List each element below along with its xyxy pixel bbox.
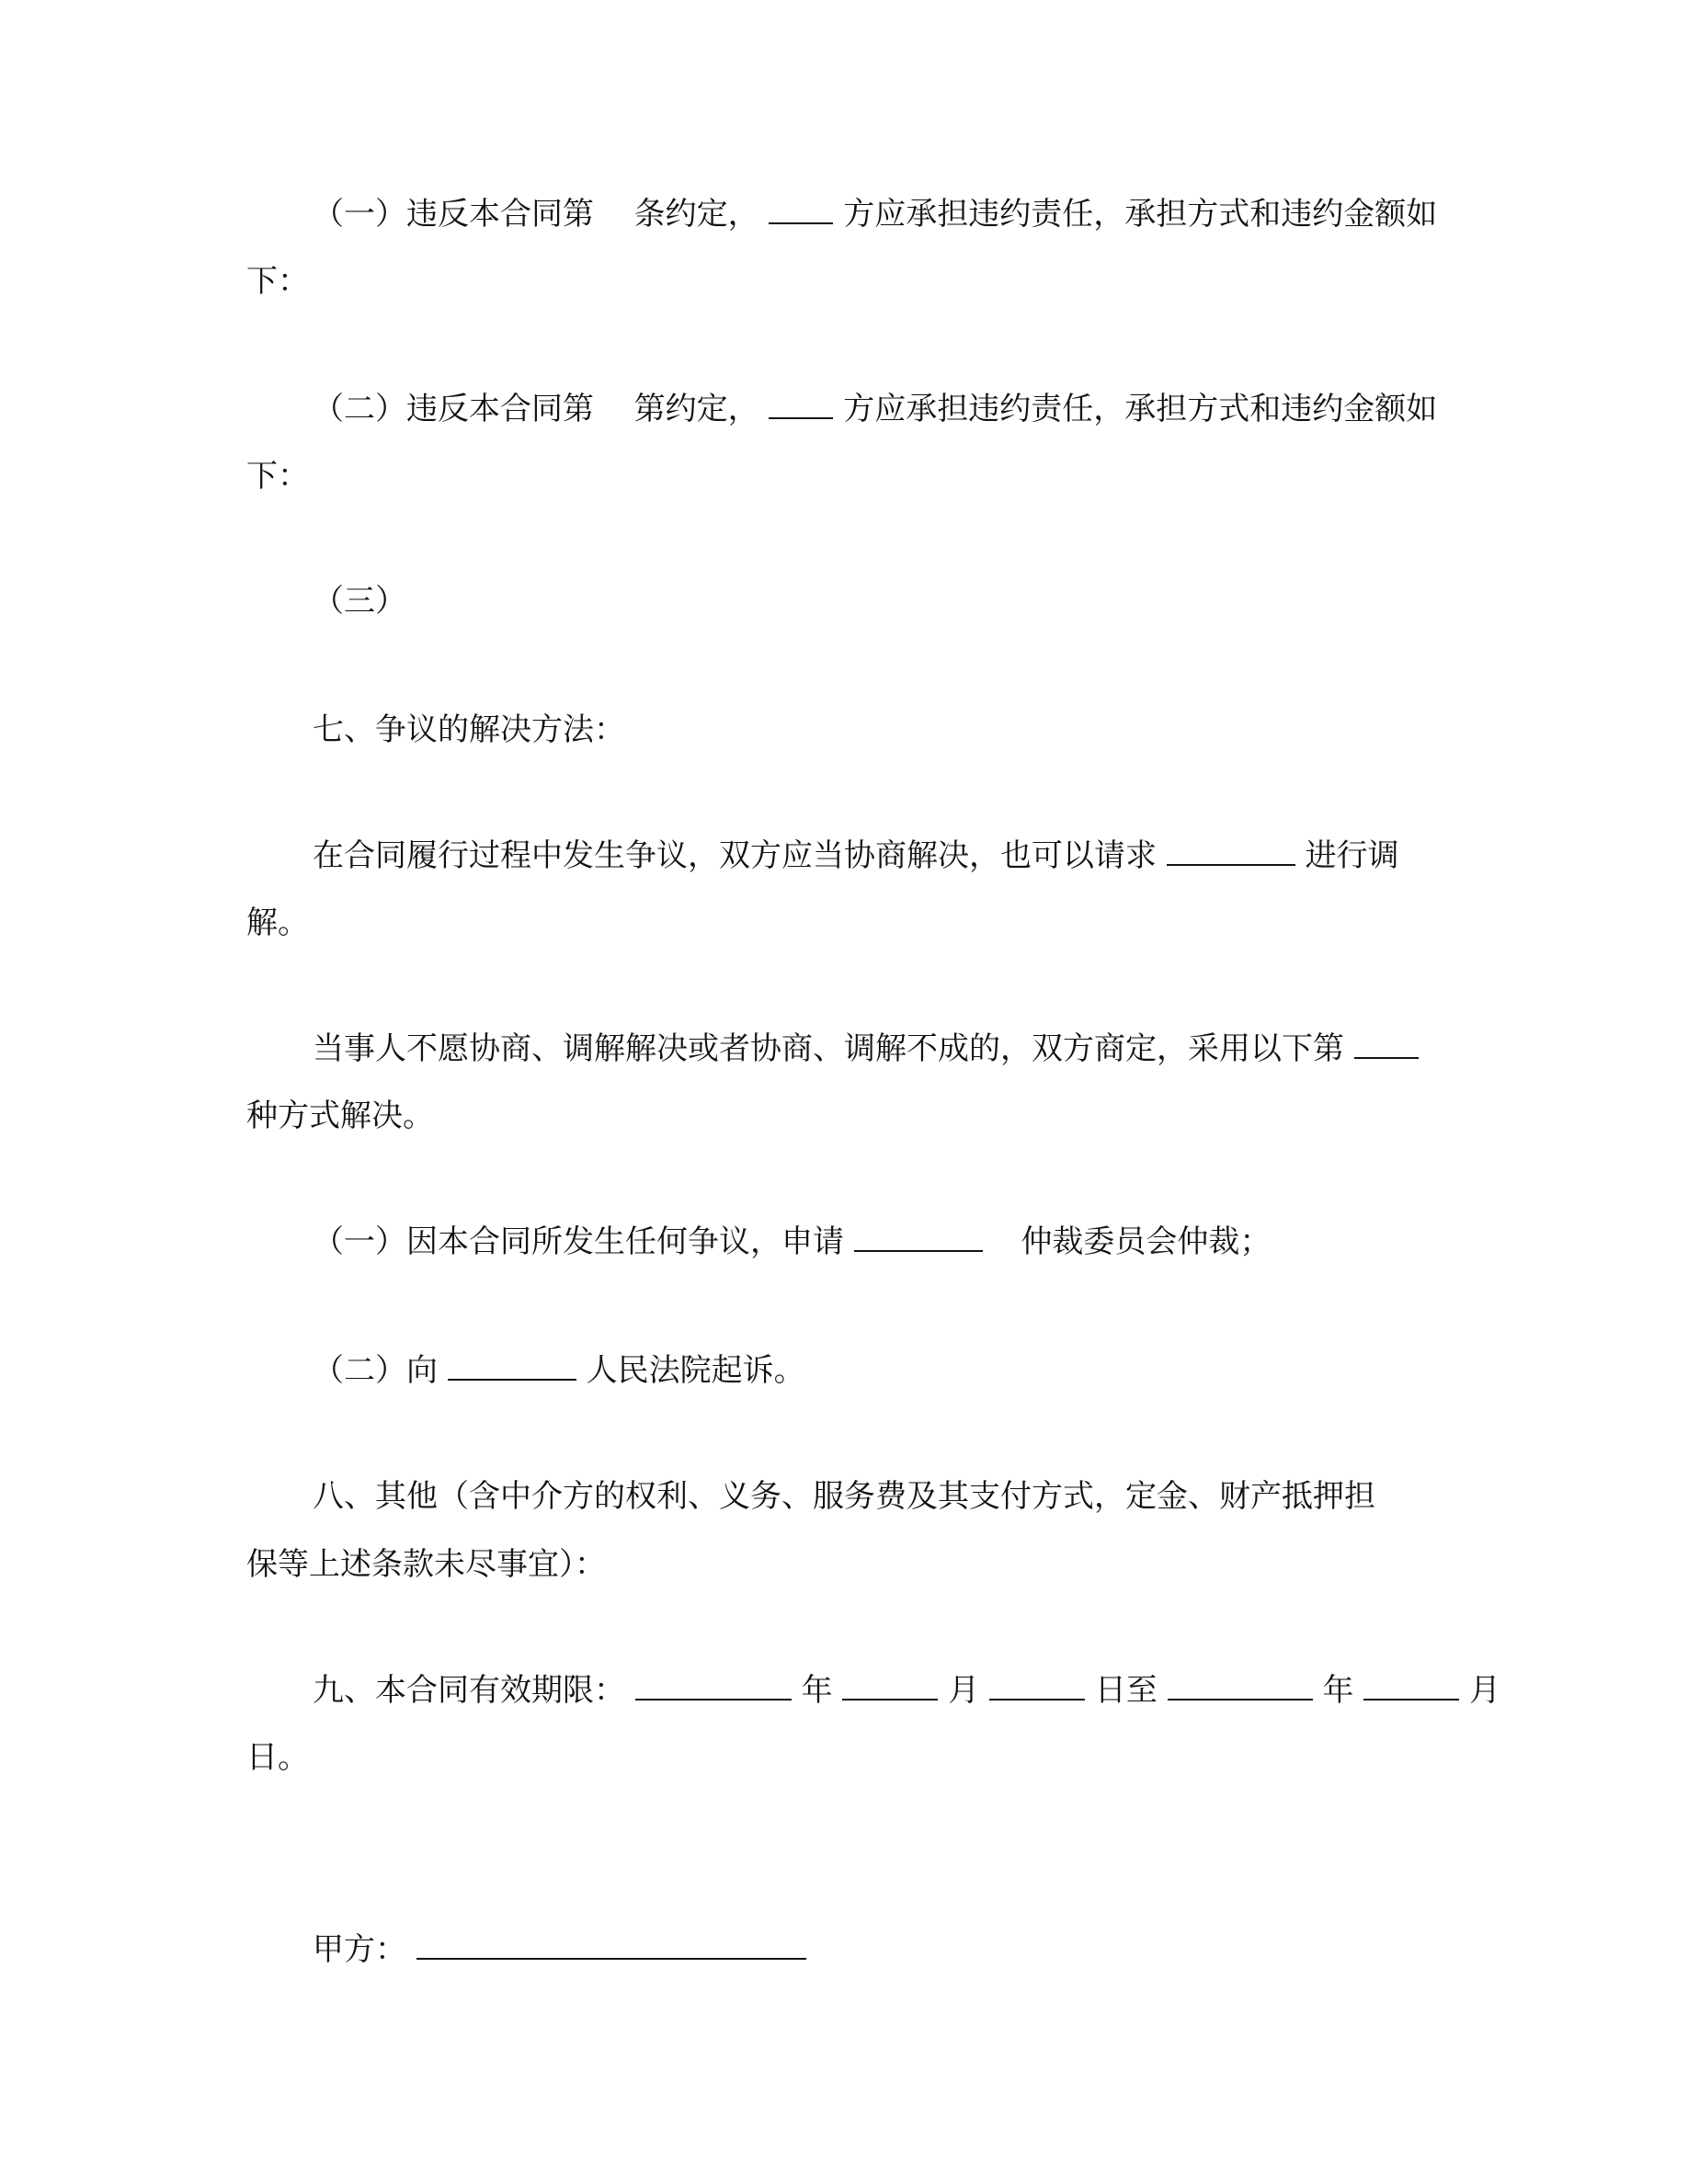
- clause-6-1-text-b: 条约定，: [633, 196, 759, 233]
- section-9-line: [313, 1671, 1500, 1709]
- section-8-continuation: 保等上述条款未尽事宜）：: [246, 1546, 606, 1583]
- option-2-line: [313, 1351, 805, 1389]
- clause-6-3-line: （三）: [313, 583, 406, 620]
- year-label-2: 年: [1322, 1672, 1354, 1709]
- clause-6-2-text-c: 方应承担违约责任，承担方式和违约金额如: [843, 391, 1438, 427]
- clause-6-1-line: [313, 195, 1437, 233]
- para-7-1-continuation: 解。: [246, 904, 309, 941]
- mediator-blank: [1167, 836, 1295, 866]
- clause-6-2-text-b: 第约定，: [633, 391, 759, 427]
- para-7-1-text-b: 进行调: [1305, 837, 1399, 874]
- clause-6-2-text-a: （二）违反本合同第: [313, 391, 594, 427]
- clause-6-1-text-a: （一）违反本合同第: [313, 196, 594, 233]
- section-7-title: 七、争议的解决方法：: [313, 711, 625, 748]
- clause-6-1-continuation: 下：: [246, 263, 309, 300]
- party-a-line: [313, 1930, 806, 1968]
- para-7-1-text-a: 在合同履行过程中发生争议，双方应当协商解决，也可以请求: [313, 837, 1157, 874]
- clause-6-1-text-c: 方应承担违约责任，承担方式和违约金额如: [843, 196, 1438, 233]
- clause-6-2-continuation: 下：: [246, 458, 309, 495]
- option-1-line: [313, 1223, 1271, 1260]
- para-7-2-text-a: 当事人不愿协商、调解解决或者协商、调解不成的，双方商定，采用以下第: [313, 1030, 1344, 1067]
- party-blank: [769, 390, 833, 419]
- year-label-1: 年: [801, 1672, 833, 1709]
- para-7-1-line: [313, 836, 1399, 874]
- party-a-signature-blank: [416, 1930, 806, 1960]
- option-2-text-b: 人民法院起诉。: [586, 1352, 805, 1389]
- clause-6-2-line: [313, 390, 1437, 427]
- start-day-blank: [989, 1671, 1085, 1701]
- month-label-1: 月: [948, 1672, 980, 1709]
- para-7-2-continuation: 种方式解决。: [246, 1098, 434, 1134]
- month-label-2: 月: [1469, 1672, 1501, 1709]
- section-8-line: 八、其他（含中介方的权利、义务、服务费及其支付方式，定金、财产抵押担: [313, 1478, 1375, 1515]
- day-to-label: 日至: [1094, 1672, 1158, 1709]
- end-year-blank: [1168, 1671, 1313, 1701]
- method-number-blank: [1354, 1029, 1419, 1059]
- party-blank: [769, 195, 833, 224]
- option-2-text-a: （二）向: [313, 1352, 438, 1389]
- end-month-blank: [1363, 1671, 1459, 1701]
- party-a-label: 甲方：: [313, 1931, 406, 1968]
- start-year-blank: [635, 1671, 792, 1701]
- option-1-text-a: （一）因本合同所发生任何争议，申请: [313, 1223, 844, 1260]
- section-9-text: 九、本合同有效期限：: [313, 1672, 625, 1709]
- section-9-continuation: 日。: [246, 1739, 309, 1776]
- option-1-text-b: 仲裁委员会仲裁；: [1021, 1223, 1272, 1260]
- para-7-2-line: [313, 1029, 1419, 1067]
- court-blank: [448, 1351, 576, 1381]
- arbitration-committee-blank: [854, 1223, 983, 1252]
- start-month-blank: [842, 1671, 938, 1701]
